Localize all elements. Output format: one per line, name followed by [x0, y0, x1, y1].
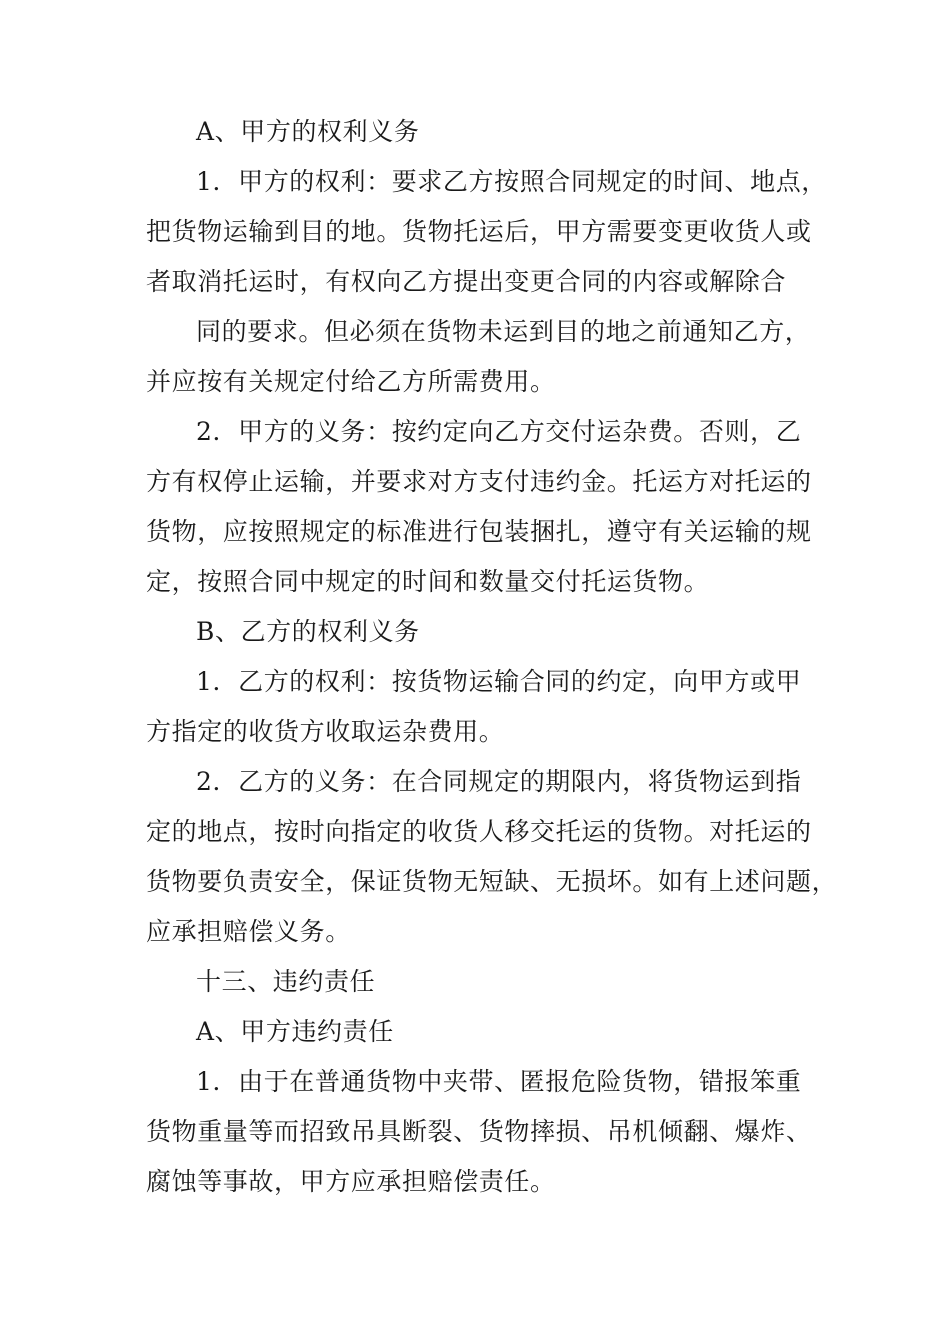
subsection-heading-party-a-breach: A、甲方违约责任: [196, 1017, 394, 1046]
paragraph-line: 1．乙方的权利：按货物运输合同的约定，向甲方或甲: [196, 667, 802, 696]
paragraph-line: 腐蚀等事故，甲方应承担赔偿责任。: [146, 1167, 556, 1196]
paragraph-line: 应承担赔偿义务。: [146, 917, 351, 946]
section-heading-party-a-rights: A、甲方的权利义务: [196, 117, 420, 146]
paragraph-line: 2．甲方的义务：按约定向乙方交付运杂费。否则，乙: [196, 417, 802, 446]
paragraph-line: 同的要求。但必须在货物未运到目的地之前通知乙方，: [196, 317, 811, 346]
paragraph-line: 把货物运输到目的地。货物托运后，甲方需要变更收货人或: [146, 217, 812, 246]
paragraph-line: 1．由于在普通货物中夹带、匿报危险货物，错报笨重: [196, 1067, 802, 1096]
paragraph-line: 货物重量等而招致吊具断裂、货物摔损、吊机倾翻、爆炸、: [146, 1117, 812, 1146]
paragraph-line: 定的地点，按时向指定的收货人移交托运的货物。对托运的: [146, 817, 812, 846]
paragraph-line: 并应按有关规定付给乙方所需费用。: [146, 367, 556, 396]
paragraph-line: 1．甲方的权利：要求乙方按照合同规定的时间、地点，: [196, 167, 827, 196]
paragraph-line: 方有权停止运输，并要求对方支付违约金。托运方对托运的: [146, 467, 812, 496]
paragraph-line: 2．乙方的义务：在合同规定的期限内，将货物运到指: [196, 767, 802, 796]
paragraph-line: 货物，应按照规定的标准进行包装捆扎，遵守有关运输的规: [146, 517, 812, 546]
paragraph-line: 者取消托运时，有权向乙方提出变更合同的内容或解除合: [146, 267, 787, 296]
paragraph-line: 货物要负责安全，保证货物无短缺、无损坏。如有上述问题，: [146, 867, 838, 896]
paragraph-line: 定，按照合同中规定的时间和数量交付托运货物。: [146, 567, 710, 596]
section-heading-party-b-rights: B、乙方的权利义务: [196, 617, 420, 646]
paragraph-line: 方指定的收货方收取运杂费用。: [146, 717, 505, 746]
section-heading-breach-liability: 十三、违约责任: [196, 967, 376, 996]
